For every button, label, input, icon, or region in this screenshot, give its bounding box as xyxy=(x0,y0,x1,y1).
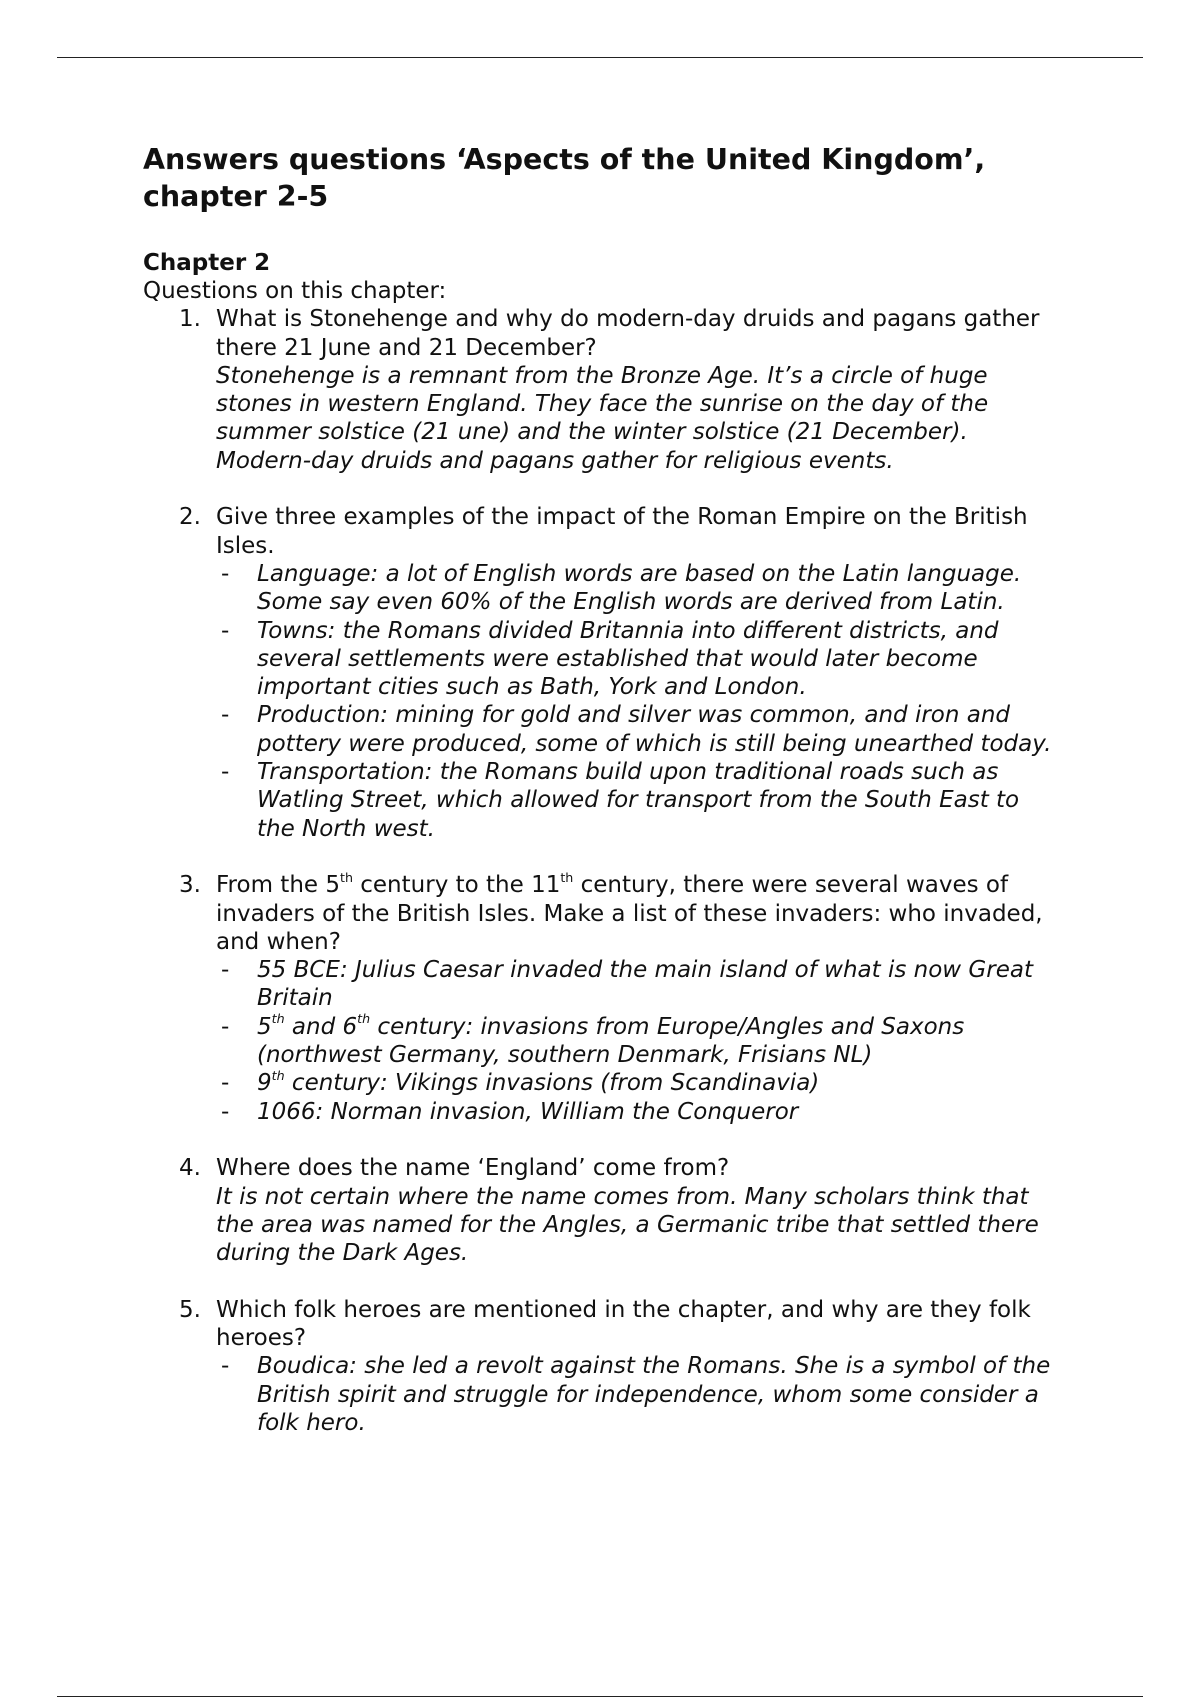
question-text xyxy=(216,871,1063,956)
dash-marker: - xyxy=(221,1353,230,1380)
question-text: Give three examples of the impact of the Roman Empire on the British Isles. xyxy=(216,504,1028,559)
bullet-text: Production: mining for gold and silver was common, and iron and pottery were produced, some of which is still being unearthed today. xyxy=(257,702,1052,757)
answer-list xyxy=(216,1352,1063,1437)
dash-marker: - xyxy=(221,1070,230,1097)
question-number: 4. xyxy=(179,1155,201,1182)
dash-marker: - xyxy=(221,759,230,786)
ordinal-suffix: th xyxy=(339,869,353,885)
text-fragment: century, there were several waves of invaders of the British Isles. Make a list of these invaders: who invaded, and when? xyxy=(216,872,1043,955)
answer-bullet xyxy=(216,758,1063,843)
text-fragment: century: invasions from Europe/Angles and Saxons (northwest Germany, southern Denmark, Frisians NL) xyxy=(257,1013,965,1069)
text-fragment: and 6 xyxy=(284,1013,358,1040)
answer-bullet xyxy=(216,701,1063,758)
answer-bullet xyxy=(216,1013,1063,1070)
bullet-text: 55 BCE: Julius Caesar invaded the main island of what is now Great Britain xyxy=(257,957,1033,1012)
bullet-text: Boudica: she led a revolt against the Romans. She is a symbol of the British spirit and struggle for independence, whom some consider a folk hero. xyxy=(257,1353,1051,1436)
bullet-text: Language: a lot of English words are based on the Latin language. Some say even 60% of the English words are derived from Latin. xyxy=(257,560,1022,616)
bullet-text: Towns: the Romans divided Britannia into different districts, and several settlements were established that would later become important cities such as Bath, York and London. xyxy=(257,617,999,701)
text-fragment: century to the 11 xyxy=(352,872,561,899)
text-fragment: century: Vikings invasions (from Scandinavia) xyxy=(284,1070,820,1097)
ordinal-suffix: th xyxy=(271,1067,285,1083)
question-4 xyxy=(143,1154,1063,1267)
ordinal-suffix: th xyxy=(560,869,574,885)
question-text: Where does the name ‘England’ come from? xyxy=(216,1155,730,1182)
answer-text: Stonehenge is a remnant from the Bronze Age. It’s a circle of huge stones in western England. They face the sunrise on the day of the summer solstice (21 une) and the winter solstice (21 December). Modern-day druids and pagans gather for religious events. xyxy=(216,362,989,474)
question-1 xyxy=(143,305,1063,475)
document-body xyxy=(143,141,1063,1465)
answer-bullet xyxy=(216,1098,1063,1126)
answer-text: It is not certain where the name comes from. Many scholars think that the area was named for the Angles, a Germanic tribe that settled there during the Dark Ages. xyxy=(216,1183,1039,1267)
question-text: Which folk heroes are mentioned in the chapter, and why are they folk heroes? xyxy=(216,1296,1031,1351)
answer-list xyxy=(216,560,1063,843)
answer-bullet xyxy=(216,956,1063,1013)
question-5 xyxy=(143,1296,1063,1437)
chapter-intro: Questions on this chapter: xyxy=(143,278,447,304)
question-number: 5. xyxy=(179,1296,201,1323)
bottom-rule xyxy=(57,1696,1143,1697)
ordinal-suffix: th xyxy=(271,1011,285,1027)
bullet-text: Transportation: the Romans build upon traditional roads such as Watling Street, which allowed for transport from the South East to the North west. xyxy=(257,759,1020,842)
dash-marker: - xyxy=(221,702,230,729)
bullet-text: 1066: Norman invasion, William the Conqueror xyxy=(257,1098,799,1125)
answer-list xyxy=(216,956,1063,1126)
question-2 xyxy=(143,503,1063,843)
answer-bullet xyxy=(216,617,1063,702)
dash-marker: - xyxy=(221,957,230,984)
answer-bullet xyxy=(216,1352,1063,1437)
text-fragment: 9 xyxy=(257,1070,272,1097)
question-number: 3. xyxy=(179,872,201,899)
dash-marker: - xyxy=(221,1098,230,1125)
dash-marker: - xyxy=(221,560,230,587)
text-fragment: 5 xyxy=(257,1013,272,1040)
dash-marker: - xyxy=(221,1013,230,1040)
question-text: What is Stonehenge and why do modern-day druids and pagans gather there 21 June and 21 December? xyxy=(216,306,1040,361)
dash-marker: - xyxy=(221,617,230,644)
question-number: 2. xyxy=(179,504,201,531)
ordinal-suffix: th xyxy=(357,1011,371,1027)
answer-bullet xyxy=(216,1069,1063,1097)
top-rule xyxy=(57,57,1143,58)
text-fragment: From the 5 xyxy=(216,872,340,899)
question-3 xyxy=(143,871,1063,1126)
question-list xyxy=(143,305,1063,1437)
answer-bullet xyxy=(216,560,1063,617)
document-title: Answers questions ‘Aspects of the United Kingdom’, chapter 2-5 xyxy=(143,143,986,213)
chapter-heading: Chapter 2 xyxy=(143,250,271,276)
question-number: 1. xyxy=(179,306,201,333)
